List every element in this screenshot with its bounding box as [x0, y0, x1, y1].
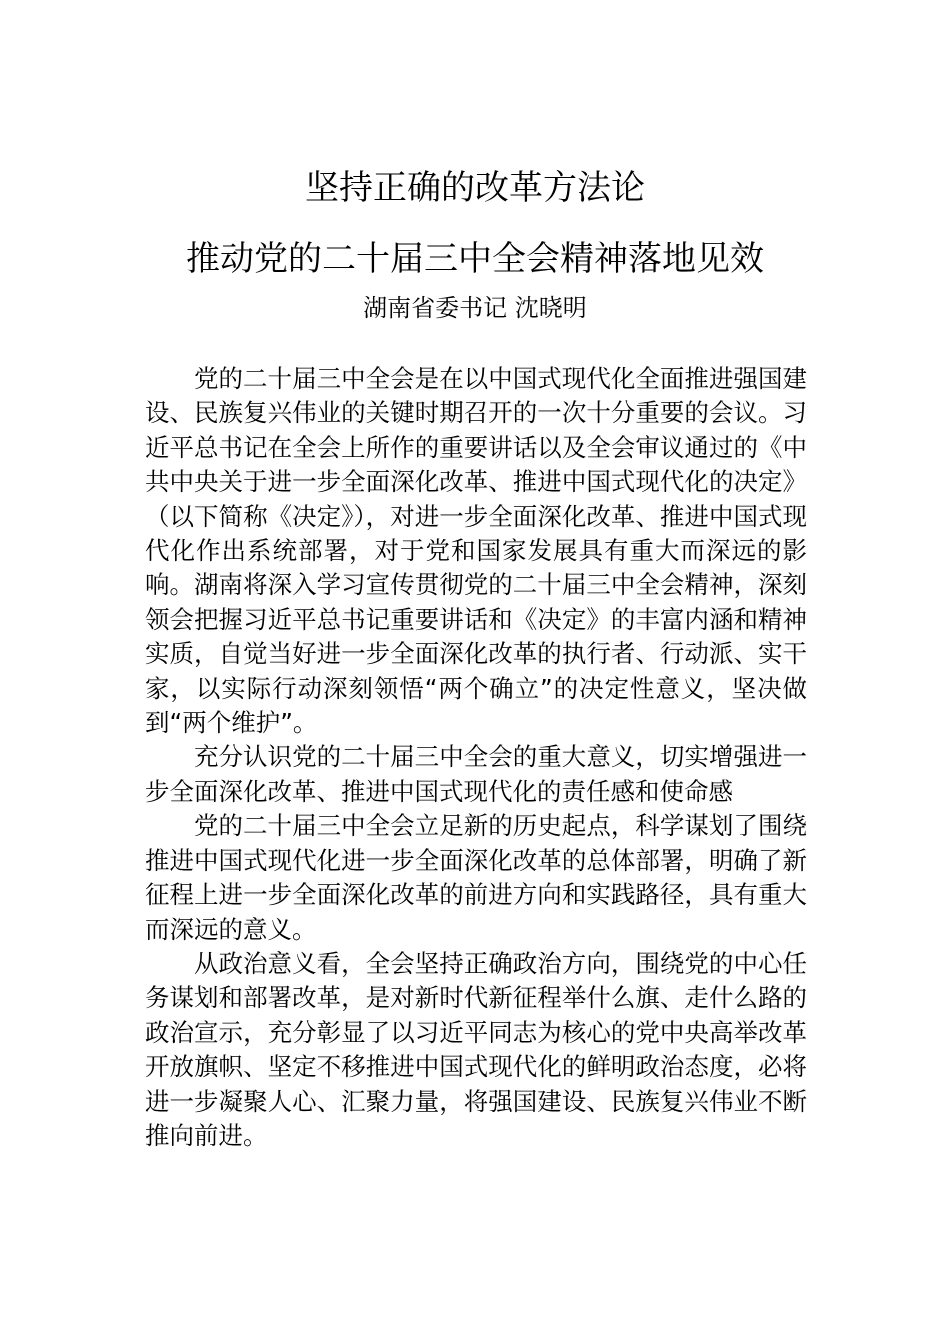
- body-paragraph: 党的二十届三中全会是在以中国式现代化全面推进强国建设、民族复兴伟业的关键时期召开的一次十分重要的会议。习近平总书记在全会上所作的重要讲话以及全会审议通过的《中共中央关于进一步全面深化改革、推进中国式现代化的决定》（以下简称《决定》），对进一步全面深化改革、推进中国式现代化作出系统部署，对于党和国家发展具有重大而深远的影响。湖南将深入学习宣传贯彻党的二十届三中全会精神，深刻领会把握习近平总书记重要讲话和《决定》的丰富内涵和精神实质，自觉当好进一步全面深化改革的执行者、行动派、实干家，以实际行动深刻领悟“两个确立”的决定性意义，坚决做到“两个维护”。: [145, 364, 807, 738]
- body-paragraph: 党的二十届三中全会立足新的历史起点，科学谋划了围绕推进中国式现代化进一步全面深化改革的总体部署，明确了新征程上进一步全面深化改革的前进方向和实践路径，具有重大而深远的意义。: [145, 811, 807, 944]
- document-author: 湖南省委书记 沈晓明: [363, 294, 587, 322]
- document-title-line-2: 推动党的二十届三中全会精神落地见效: [186, 239, 764, 279]
- body-paragraph: 从政治意义看，全会坚持正确政治方向，围绕党的中心任务谋划和部署改革，是对新时代新征程举什么旗、走什么路的政治宣示，充分彰显了以习近平同志为核心的党中央高举改革开放旗帜、坚定不移推进中国式现代化的鲜明政治态度，必将进一步凝聚人心、汇聚力量，将强国建设、民族复兴伟业不断推向前进。: [145, 948, 807, 1150]
- section-heading: 充分认识党的二十届三中全会的重大意义，切实增强进一步全面深化改革、推进中国式现代化的责任感和使命感: [145, 742, 807, 806]
- document-title-line-1: 坚持正确的改革方法论: [305, 168, 645, 208]
- document-body: [145, 362, 807, 1153]
